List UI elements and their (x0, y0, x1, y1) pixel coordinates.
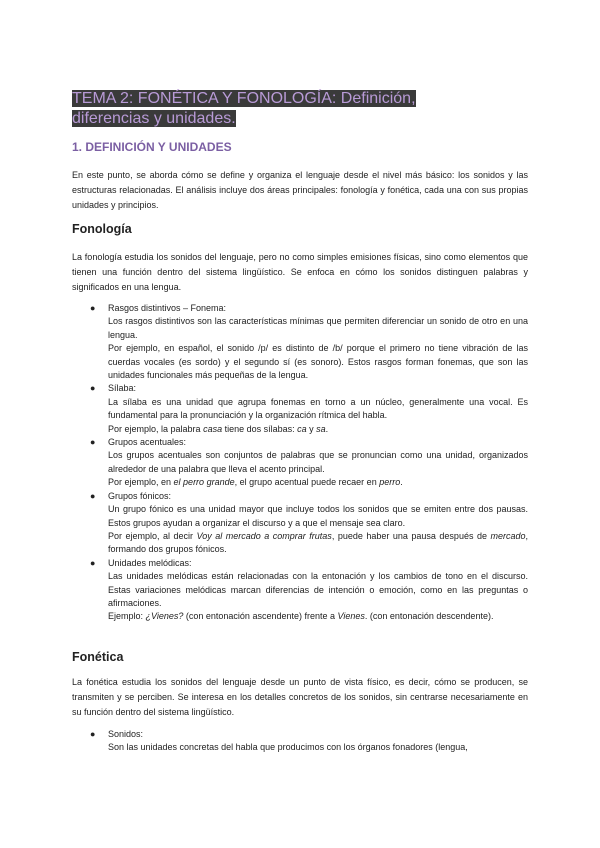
section-heading-definicion: 1. DEFINICIÓN Y UNIDADES (72, 140, 232, 154)
bullet-icon: ● (90, 729, 96, 739)
item-label: Grupos fónicos: (108, 490, 172, 501)
fonologia-intro-paragraph: La fonología estudia los sonidos del lenguaje, pero no como simples emisiones físicas, sino como elementos que tienen una función dentro del sistema lingüístico. Se enfoca en cómo los sonidos distinguen palabras y significados en una lengua. (72, 252, 528, 292)
bullet-icon: ● (90, 490, 96, 501)
title-highlight: TEMA 2: FONÉTICA Y FONOLOGÍA: Definición, diferencias y unidades. (72, 90, 416, 127)
item-label: Rasgos distintivos – Fonema: (108, 303, 227, 313)
bullet-icon: ● (90, 437, 96, 448)
fonologia-list (72, 302, 528, 624)
heading-fonologia: Fonología (72, 222, 132, 236)
item-example: Por ejemplo, en el perro grande, el grupo acentual puede recaer en perro. (108, 477, 403, 488)
item-description: Los grupos acentuales son conjuntos de palabras que se pronuncian como una unidad, organizados alrededor de una palabra que lleva el acento principal. (108, 450, 528, 474)
list-item-grupos-fonicos (72, 490, 528, 557)
list-item-silaba (72, 382, 528, 436)
list-item-sonidos (72, 728, 528, 755)
item-description: La sílaba es una unidad que agrupa fonemas en torno a un núcleo, generalmente una vocal. Es fundamental para la pronunciación y la organización rítmica del habla. (108, 396, 528, 421)
list-item-rasgos (72, 302, 528, 382)
list-item-unidades-melodicas (72, 557, 528, 624)
item-example: Por ejemplo, en español, el sonido /p/ es distinto de /b/ porque el primero no tiene vibración de las cuerdas vocales (es sordo) y el segundo sí (es sonoro). Estos rasgos forman fonemas, que son las unidades funcionales más pequeñas de la lengua. (108, 343, 528, 381)
item-label: Sílaba: (108, 383, 137, 394)
heading-fonetica: Fonética (72, 650, 124, 664)
item-example: Por ejemplo, al decir Voy al mercado a comprar frutas, puede haber una pausa después de mercado, formando dos grupos fónicos. (108, 530, 529, 555)
item-example: Ejemplo: ¿Vienes? (con entonación ascendente) frente a Vienes. (con entonación descendente). (108, 611, 494, 622)
item-example: Por ejemplo, la palabra casa tiene dos sílabas: ca y sa. (108, 423, 329, 434)
bullet-icon: ● (90, 557, 96, 568)
page-title (72, 89, 472, 129)
item-label: Unidades melódicas: (108, 557, 192, 568)
list-item-grupos-acentuales (72, 436, 528, 490)
item-label: Sonidos: (108, 729, 144, 739)
item-description: Un grupo fónico es una unidad mayor que incluye todos los sonidos que se emiten entre dos pausas. Estos grupos ayudan a organizar el discurso y a que el mensaje sea claro. (108, 504, 528, 528)
item-label: Grupos acentuales: (108, 437, 187, 448)
bullet-icon: ● (90, 303, 96, 313)
bullet-icon: ● (90, 383, 96, 394)
fonetica-intro-paragraph: La fonética estudia los sonidos del lenguaje desde un punto de vista físico, es decir, cómo se producen, se transmiten y se perciben. Se interesa en los detalles concretos de los sonidos, sin centrarse necesariamente en su función dentro del sistema lingüístico. (72, 677, 528, 717)
item-description: Las unidades melódicas están relacionadas con la entonación y los cambios de tono en el discurso. Estas variaciones melódicas marcan diferencias de intención o emoción, como en las preguntas o afirmaciones. (108, 571, 528, 608)
item-description: Son las unidades concretas del habla que producimos con los órganos fonadores (lengua, (108, 742, 468, 753)
item-description: Los rasgos distintivos son las características mínimas que permiten diferenciar un sonido de otro en una lengua. (108, 316, 528, 340)
section-intro-paragraph: En este punto, se aborda cómo se define y organiza el lenguaje desde el nivel más básico: los sonidos y las estructuras relacionadas. El análisis incluye dos áreas principales: fonología y fonética, cada una con sus propias unidades y principios. (72, 170, 528, 210)
fonetica-list (72, 728, 528, 755)
